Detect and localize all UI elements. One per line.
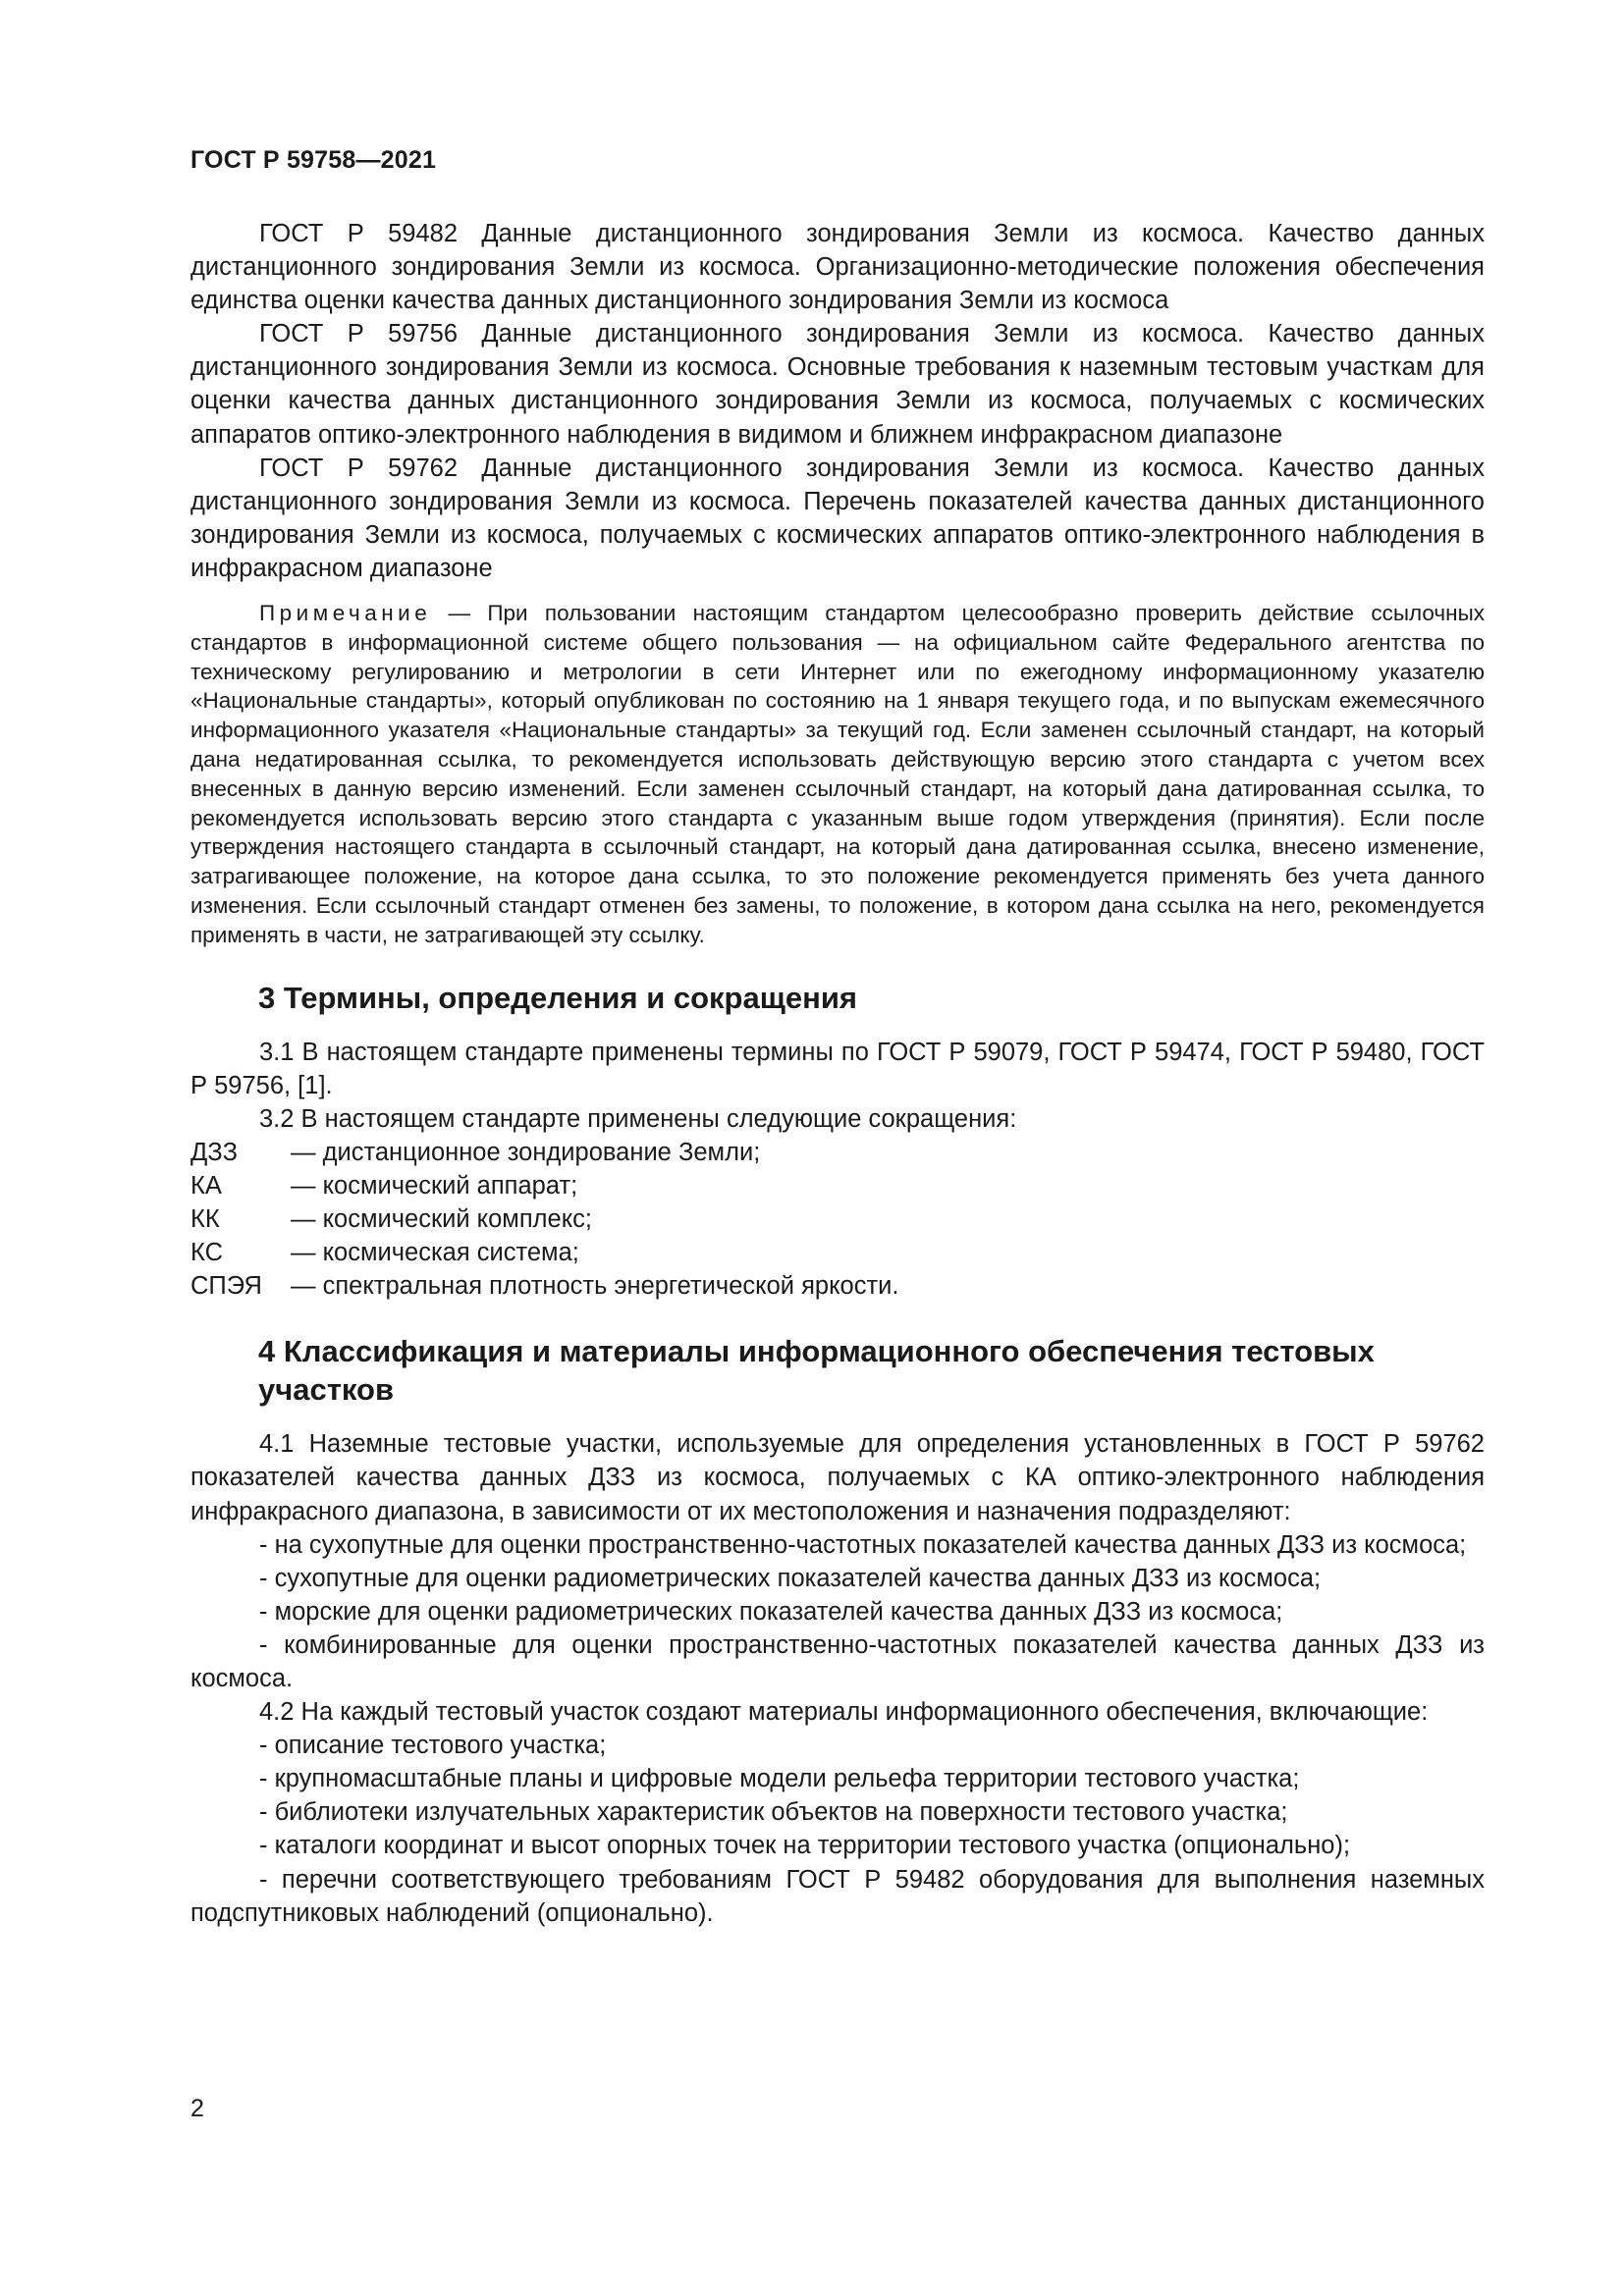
list-item: - библиотеки излучательных характеристик объектов на поверхности тестового участка; (259, 1798, 1288, 1827)
clause-4-2: 4.2 На каждый тестовый участок создают материалы информационного обеспечения, включающие: (259, 1698, 1429, 1727)
list-item: - крупномасштабные планы и цифровые модели рельефа территории тестового участка; (259, 1765, 1300, 1793)
reference-gost-59482: ГОСТ Р 59482 Данные дистанционного зондирования Земли из космоса. Качество данных дистанционного зондирования Земли из космоса. Организационно-методические положения обеспечения единства оценки качества данных дистанционного зондирования Земли из космоса (190, 220, 1485, 315)
clause-3-1: 3.1 В настоящем стандарте применены термины по ГОСТ Р 59079, ГОСТ Р 59474, ГОСТ Р 59480, ГОСТ Р 59756, [1]. (190, 1038, 1485, 1099)
abbreviation-row (190, 1269, 1485, 1303)
abbreviation-definition: — космическая система; (291, 1239, 579, 1267)
abbreviation-definition: — спектральная плотность энергетической яркости. (291, 1272, 899, 1301)
list-item: - описание тестового участка; (259, 1732, 607, 1760)
section-3-heading: 3 Термины, определения и сокращения (258, 980, 857, 1015)
abbreviation-row (190, 1169, 1485, 1202)
list-item: - сухопутные для оценки радиометрических показателей качества данных ДЗЗ из космоса; (259, 1564, 1322, 1592)
note-text: — При пользовании настоящим стандартом целесообразно проверить действие ссылочных стандартов в информационной системе общего пользования — на официальном сайте Федерального агентства по техническому регулированию и метрологии в сети Интернет или по ежегодному информационному указателю «Национальные стандарты», который опубликован по состоянию на 1 января текущего года, и по выпускам ежемесячного информационного указателя «Национальные стандарты» за текущий год. Если заменен ссылочный стандарт, на который дана недатированная ссылка, то рекомендуется использовать действующую версию этого стандарта с учетом всех внесенных в данную версию изменений. Если заменен ссылочный стандарт, на который дана датированная ссылка, то рекомендуется использовать версию этого стандарта с указанным выше годом утверждения (принятия). Если после утверждения настоящего стандарта в ссылочный стандарт, на который дана датированная ссылка, внесено изменение, затрагивающее положение, на которое дана ссылка, то это положение рекомендуется применять без учета данного изменения. Если ссылочный стандарт отменен без замены, то положение, в котором дана ссылка на него, рекомендуется применять в части, не затрагивающей эту ссылку. (190, 601, 1485, 947)
list-item: - морские для оценки радиометрических показателей качества данных ДЗЗ из космоса; (259, 1597, 1283, 1626)
note-paragraph (190, 599, 1485, 950)
abbreviation-list (190, 1136, 1485, 1303)
document-body (190, 217, 1485, 1930)
note-label: Примечание (259, 601, 432, 626)
reference-gost-59756: ГОСТ Р 59756 Данные дистанционного зондирования Земли из космоса. Качество данных дистанционного зондирования Земли из космоса. Основные требования к наземным тестовым участкам для оценки качества данных дистанционного зондирования Земли из космоса, получаемых с космических аппаратов оптико-электронного наблюдения в видимом и ближнем инфракрасном диапазоне (190, 320, 1485, 449)
clause-4-1: 4.1 Наземные тестовые участки, используемые для определения установленных в ГОСТ Р 59762 показателей качества данных ДЗЗ из космоса, получаемых с КА оптико-электронного наблюдения инфракрасного диапазона, в зависимости от их местоположения и назначения подразделяют: (190, 1430, 1485, 1525)
list-item: - каталоги координат и высот опорных точек на территории тестового участка (опционально); (259, 1832, 1351, 1860)
list-item: - перечни соответствующего требованиям ГОСТ Р 59482 оборудования для выполнения наземных подспутниковых наблюдений (опционально). (190, 1865, 1485, 1927)
reference-gost-59762: ГОСТ Р 59762 Данные дистанционного зондирования Земли из космоса. Качество данных дистанционного зондирования Земли из космоса. Перечень показателей качества данных дистанционного зондирования Земли из космоса, получаемых с космических аппаратов оптико-электронного наблюдения в инфракрасном диапазоне (190, 454, 1485, 582)
abbreviation-term: КК (190, 1205, 220, 1234)
clause-3-2: 3.2 В настоящем стандарте применены следующие сокращения: (259, 1104, 1017, 1133)
abbreviation-row (190, 1202, 1485, 1236)
document-header: ГОСТ Р 59758—2021 (190, 146, 437, 174)
abbreviation-term: СПЭЯ (190, 1272, 262, 1301)
list-item: - на сухопутные для оценки пространственно-частотных показателей качества данных ДЗЗ из космоса; (259, 1530, 1467, 1559)
list-item: - комбинированные для оценки пространственно-частотных показателей качества данных ДЗЗ из космоса. (190, 1630, 1485, 1692)
abbreviation-definition: — дистанционное зондирование Земли; (291, 1138, 761, 1166)
abbreviation-definition: — космический аппарат; (291, 1171, 578, 1200)
abbreviation-row (190, 1236, 1485, 1269)
abbreviation-term: КА (190, 1171, 222, 1200)
page-number: 2 (190, 2095, 204, 2122)
abbreviation-row (190, 1136, 1485, 1169)
abbreviation-term: ДЗЗ (190, 1138, 239, 1166)
abbreviation-definition: — космический комплекс; (291, 1205, 592, 1234)
section-4-heading: 4 Классификация и материалы информационного обеспечения тестовых участков (258, 1334, 1375, 1408)
abbreviation-term: КС (190, 1239, 223, 1267)
